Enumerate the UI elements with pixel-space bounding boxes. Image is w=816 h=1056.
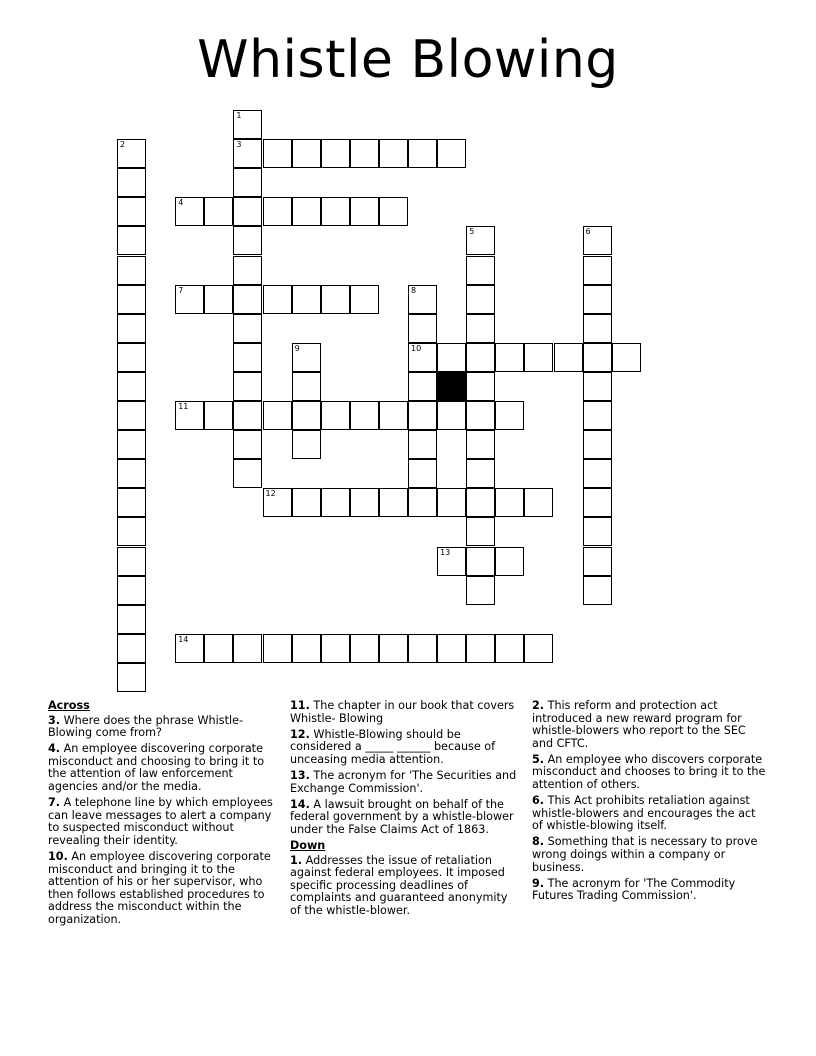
grid-cell[interactable] [117,605,146,634]
clue-across-13: 13. The acronym for 'The Securities and Exchange Commission'. [290,768,517,795]
clue-across-7: 7. A telephone line by which employees can leave messages to alert a company to suspected misconduct without revealing their identity. [48,796,273,847]
grid-cell[interactable] [263,139,292,168]
grid-cell[interactable] [583,314,612,343]
grid-cell[interactable] [350,634,379,663]
grid-cell[interactable] [583,256,612,285]
grid-cell[interactable] [175,634,204,663]
grid-cell[interactable] [350,197,379,226]
grid-cell[interactable] [233,256,262,285]
grid-cell[interactable] [321,488,350,517]
grid-cell[interactable] [583,401,612,430]
grid-cell[interactable] [554,343,583,372]
grid-cell[interactable] [117,256,146,285]
grid-cell[interactable] [175,401,204,430]
clue-down-8: 8. Something that is necessary to prove wrong doings within a company or business. [532,835,758,874]
grid-cell[interactable] [233,226,262,255]
grid-cell[interactable] [233,139,262,168]
grid-cell[interactable] [233,285,262,314]
grid-cell[interactable] [117,459,146,488]
grid-cell[interactable] [379,488,408,517]
clue-across-11: 11. The chapter in our book that covers Whistle- Blowing [290,699,515,725]
grid-cell[interactable] [495,343,524,372]
grid-cell[interactable] [495,547,524,576]
grid-cell[interactable] [117,372,146,401]
grid-cell[interactable] [175,197,204,226]
grid-cell[interactable] [292,634,321,663]
clue-across-14: 14. A lawsuit brought on behalf of the federal government by a whistle-blower under the False Claims Act of 1863. [290,797,514,836]
grid-cell[interactable] [233,168,262,197]
grid-cell[interactable] [408,634,437,663]
clue-across-3: 3. Where does the phrase Whistle-Blowing come from? [48,713,243,740]
grid-cell[interactable] [233,634,262,663]
grid-cell[interactable] [233,314,262,343]
clue-number: 1 [236,111,242,120]
grid-cell[interactable] [117,488,146,517]
grid-cell[interactable] [292,285,321,314]
clue-down-6: 6. This Act prohibits retaliation against whistle-blowers and encourages the act of whistle-blowing itself. [532,794,756,833]
blocked-cell [437,372,466,401]
grid-cell[interactable] [117,285,146,314]
down-heading: Down [290,838,326,852]
grid-cell[interactable] [437,401,466,430]
clue-across-10: 10. An employee discovering corporate misconduct and bringing it to the attention of his or her supervisor, who then follows established procedures to address the misconduct within the organization. [48,850,271,926]
grid-cell[interactable] [292,197,321,226]
grid-cell[interactable] [117,430,146,459]
grid-cell[interactable] [495,488,524,517]
grid-cell[interactable] [583,226,612,255]
grid-cell[interactable] [612,343,641,372]
grid-cell[interactable] [495,401,524,430]
grid-cell[interactable] [292,372,321,401]
grid-cell[interactable] [583,576,612,605]
grid-cell[interactable] [466,430,495,459]
clue-number: 5 [469,227,475,237]
grid-cell[interactable] [233,372,262,401]
clue-down-9: 9. The acronym for 'The Commodity Futures Trading Commission'. [532,876,736,903]
grid-cell[interactable] [233,430,262,459]
grid-cell[interactable] [292,488,321,517]
grid-cell[interactable] [117,576,146,605]
grid-cell[interactable] [466,576,495,605]
puzzle-title: Whistle Blowing [197,30,619,90]
clue-number: 13 [440,547,451,557]
grid-cell[interactable] [204,197,233,226]
grid-cell[interactable] [263,197,292,226]
grid-cell[interactable] [117,314,146,343]
grid-cell[interactable] [117,139,146,168]
grid-cell[interactable] [233,401,262,430]
clue-down-1: 1. Addresses the issue of retaliation against federal employees. It imposed specific processing deadlines of complaints and guaranteed anonymity of the whistle-blower. [290,853,508,917]
clue-across-4: 4. An employee discovering corporate misconduct and choosing to bring it to the attention of law enforcement agencies and/or the media. [48,742,265,794]
clue-number: 6 [585,227,591,237]
grid-cell[interactable] [350,401,379,430]
grid-cell[interactable] [583,547,612,576]
grid-cell[interactable] [437,343,466,372]
grid-cell[interactable] [408,372,437,401]
grid-cell[interactable] [292,139,321,168]
clues-column-2 [290,700,518,921]
clues-column-1 [48,700,280,930]
grid-cell[interactable] [117,401,146,430]
grid-cell[interactable] [408,430,437,459]
clue-number: 10 [411,343,422,353]
grid-cell[interactable] [117,168,146,197]
grid-cell[interactable] [379,401,408,430]
grid-cell[interactable] [263,285,292,314]
grid-cell[interactable] [350,139,379,168]
clue-number: 14 [178,634,189,644]
clue-number: 4 [178,198,184,208]
grid-cell[interactable] [233,197,262,226]
grid-cell[interactable] [583,372,612,401]
grid-cell[interactable] [292,343,321,372]
grid-cell[interactable] [292,430,321,459]
grid-cell[interactable] [263,401,292,430]
grid-cell[interactable] [379,634,408,663]
grid-cell[interactable] [466,517,495,546]
grid-cell[interactable] [117,226,146,255]
grid-cell[interactable] [379,197,408,226]
grid-cell[interactable] [321,285,350,314]
grid-cell[interactable] [117,663,146,692]
grid-cell[interactable] [466,547,495,576]
grid-cell[interactable] [204,285,233,314]
clue-number: 12 [265,489,276,499]
grid-cell[interactable] [408,314,437,343]
grid-cell[interactable] [583,430,612,459]
grid-cell[interactable] [321,634,350,663]
grid-cell[interactable] [408,401,437,430]
grid-cell[interactable] [379,139,408,168]
grid-cell[interactable] [466,226,495,255]
grid-cell[interactable] [583,343,612,372]
grid-cell[interactable] [292,401,321,430]
clue-down-2: 2. This reform and protection act introduced a new reward program for whistle-blowers who report to the SEC and CFTC. [532,699,746,750]
grid-cell[interactable] [117,634,146,663]
grid-cell[interactable] [583,517,612,546]
grid-cell[interactable] [233,110,262,139]
grid-cell[interactable] [117,547,146,576]
grid-cell[interactable] [466,459,495,488]
grid-cell[interactable] [466,401,495,430]
clue-number: 9 [294,343,300,353]
clue-across-12: 12. Whistle-Blowing should be considered a _____ ______ because of unceasing media attention. [290,727,496,766]
grid-cell[interactable] [524,634,553,663]
grid-cell[interactable] [466,314,495,343]
grid-cell[interactable] [117,517,146,546]
grid-cell[interactable] [408,139,437,168]
grid-cell[interactable] [437,634,466,663]
grid-cell[interactable] [466,488,495,517]
grid-cell[interactable] [117,197,146,226]
grid-cell[interactable] [233,459,262,488]
grid-cell[interactable] [350,285,379,314]
grid-cell[interactable] [437,547,466,576]
grid-cell[interactable] [263,488,292,517]
grid-cell[interactable] [583,488,612,517]
clue-number: 7 [178,285,184,295]
grid-cell[interactable] [583,285,612,314]
grid-cell[interactable] [321,401,350,430]
grid-cell[interactable] [466,256,495,285]
grid-cell[interactable] [263,634,292,663]
grid-cell[interactable] [437,139,466,168]
clue-number: 2 [120,140,126,150]
grid-cell[interactable] [466,285,495,314]
grid-cell[interactable] [175,285,204,314]
grid-cell[interactable] [583,459,612,488]
across-heading: Across [48,699,90,712]
grid-cell[interactable] [408,343,437,372]
grid-cell[interactable] [495,634,524,663]
grid-cell[interactable] [408,285,437,314]
grid-cell[interactable] [408,459,437,488]
clue-number: 3 [236,140,242,150]
grid-cell[interactable] [117,343,146,372]
clue-down-5: 5. An employee who discovers corporate misconduct and chooses to bring it to the attention of others. [532,752,766,792]
grid-cell[interactable] [466,343,495,372]
grid-cell[interactable] [350,488,379,517]
grid-cell[interactable] [524,488,553,517]
clue-number: 8 [411,285,417,295]
grid-cell[interactable] [437,488,466,517]
grid-cell[interactable] [524,343,553,372]
clues-column-3 [532,700,768,906]
grid-cell[interactable] [321,197,350,226]
grid-cell[interactable] [466,634,495,663]
grid-cell[interactable] [321,139,350,168]
grid-cell[interactable] [408,488,437,517]
grid-cell[interactable] [466,372,495,401]
grid-cell[interactable] [204,401,233,430]
grid-cell[interactable] [204,634,233,663]
grid-cell[interactable] [233,343,262,372]
clue-number: 11 [178,402,189,411]
